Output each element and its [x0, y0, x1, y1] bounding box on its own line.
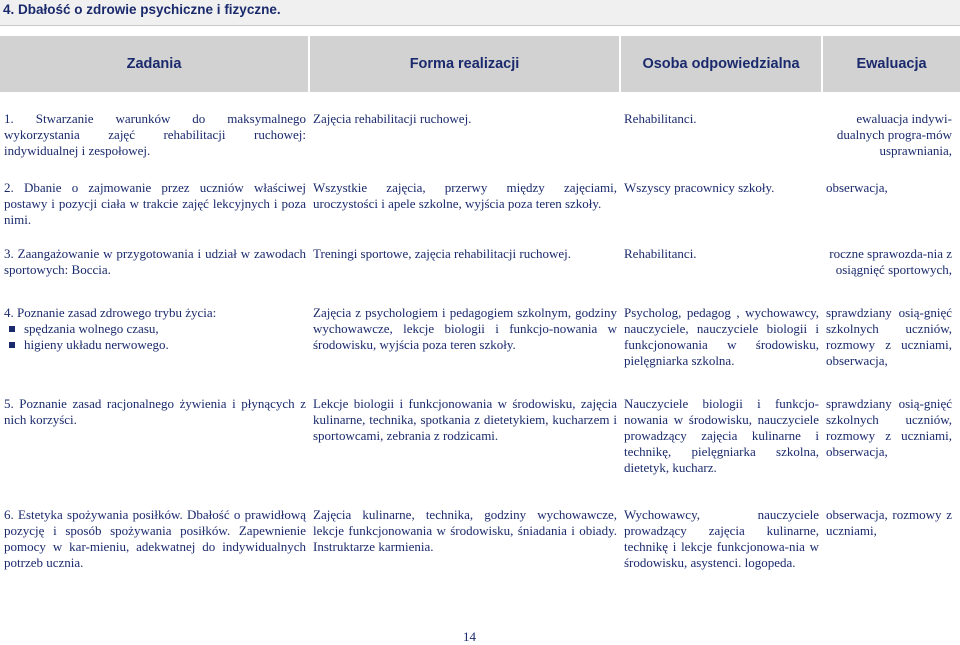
task-text: 3. Zaangażowanie w przygotowania i udział w zawodach sportowych: Boccia. [4, 246, 306, 277]
task-text: 5. Poznanie zasad racjonalnego żywienia i płynących z nich korzyści. [4, 396, 306, 427]
table-row [0, 507, 960, 597]
column-header-evaluation: Ewaluacja [822, 36, 960, 92]
task-cell [0, 305, 309, 396]
person-text: Wszyscy pracownicy szkoły. [624, 180, 775, 195]
person-text: Rehabilitanci. [624, 246, 697, 261]
section-heading: 4. Dbałość o zdrowie psychiczne i fizyczne. [3, 2, 281, 17]
form-text: Lekcje biologii i funkcjonowania w środowisku, zajęcia kulinarne, technika, spotkania z dietetykiem, kucharzem i sportowcami, zebrania z rodzicami. [313, 396, 617, 443]
evaluation-text: obserwacja, rozmowy z uczniami, [826, 507, 952, 538]
form-text: Wszystkie zajęcia, przerwy między zajęciami, uroczystości i apele szkolne, wyjścia poza teren szkoły. [313, 180, 617, 211]
form-text: Zajęcia rehabilitacji ruchowej. [313, 111, 472, 126]
evaluation-text: sprawdziany osią-gnięć szkolnych uczniów, rozmowy z uczniami, obserwacja, [826, 396, 952, 459]
list-item-text: spędzania wolnego czasu, [24, 321, 159, 336]
task-cell [0, 92, 309, 180]
person-cell [620, 180, 822, 246]
task-cell [0, 507, 309, 597]
evaluation-cell [822, 246, 960, 305]
evaluation-text: ewaluacja indywi-dualnych progra-mów usprawniania, [836, 111, 952, 158]
evaluation-cell [822, 396, 960, 507]
list-item [4, 337, 306, 353]
form-cell [309, 92, 620, 180]
table-row [0, 396, 960, 507]
task-text: 2. Dbanie o zajmowanie przez uczniów właściwej postawy i pozycji ciała w trakcie zajęć lekcyjnych i poza nimi. [4, 180, 306, 227]
person-text: Rehabilitanci. [624, 111, 697, 126]
task-text: 6. Estetyka spożywania posiłków. Dbałość o prawidłową pozycję i sposób spożywania posiłków. Zapewnienie pomocy w kar-mieniu, adekwatnej do indywidualnych potrzeb ucznia. [4, 507, 306, 570]
table-row [0, 305, 960, 396]
form-cell [309, 180, 620, 246]
table-row [0, 180, 960, 246]
form-cell [309, 305, 620, 396]
form-text: Treningi sportowe, zajęcia rehabilitacji ruchowej. [313, 246, 571, 261]
bullet-list [4, 321, 306, 353]
form-text: Zajęcia z psychologiem i pedagogiem szkolnym, godziny wychowawcze, lekcje biologii i funkcjo-nowania w środowisku, wyjścia poza teren szkoły. [313, 305, 617, 352]
evaluation-cell [822, 507, 960, 597]
square-bullet-icon [9, 342, 15, 348]
person-text: Psycholog, pedagog , wychowawcy, nauczyciele, nauczyciele biologii i funkcjonowania w środowisku, pielęgniarka szkolna. [624, 305, 819, 368]
person-text: Wychowawcy, nauczyciele prowadzący zajęcia kulinarne, technikę i lekcje funkcjonowa-nia w środowisku, asystenci. logopeda. [624, 507, 819, 570]
task-cell [0, 246, 309, 305]
form-cell [309, 507, 620, 597]
table-header-row [0, 36, 960, 92]
form-text: Zajęcia kulinarne, technika, godziny wychowawcze, lekcje funkcjonowania w środowisku, śniadania i obiady. Instruktarze karmienia. [313, 507, 617, 554]
column-header-form: Forma realizacji [309, 36, 620, 92]
task-cell [0, 180, 309, 246]
evaluation-text: obserwacja, [826, 180, 888, 195]
evaluation-text: sprawdziany osią-gnięć szkolnych uczniów, rozmowy z uczniami, obserwacja, [826, 305, 952, 368]
plan-table [0, 36, 960, 597]
table-row [0, 246, 960, 305]
column-header-tasks: Zadania [0, 36, 309, 92]
form-cell [309, 246, 620, 305]
evaluation-cell [822, 305, 960, 396]
task-text: 1. Stwarzanie warunków do maksymalnego wykorzystania zajęć rehabilitacji ruchowej: indywidualnej i zespołowej. [4, 111, 306, 158]
list-item [4, 321, 306, 337]
person-cell [620, 92, 822, 180]
person-cell [620, 246, 822, 305]
evaluation-cell [822, 180, 960, 246]
person-cell [620, 396, 822, 507]
person-cell [620, 305, 822, 396]
task-cell [0, 396, 309, 507]
task-text: 4. Poznanie zasad zdrowego trybu życia: [4, 305, 217, 320]
table-row [0, 92, 960, 180]
form-cell [309, 396, 620, 507]
person-text: Nauczyciele biologii i funkcjo-nowania w środowisku, nauczyciele prowadzący zajęcia kulinarne i technikę, pielęgniarka szkolna, dietetyk, kucharz. [624, 396, 819, 475]
evaluation-cell [822, 92, 960, 180]
list-item-text: higieny układu nerwowego. [24, 337, 169, 352]
section-heading-band [0, 0, 960, 26]
page-number: 14 [463, 629, 476, 644]
square-bullet-icon [9, 326, 15, 332]
column-header-person: Osoba odpowiedzialna [620, 36, 822, 92]
person-cell [620, 507, 822, 597]
evaluation-text: roczne sprawozda-nia z osiągnięć sportowych, [829, 246, 952, 277]
